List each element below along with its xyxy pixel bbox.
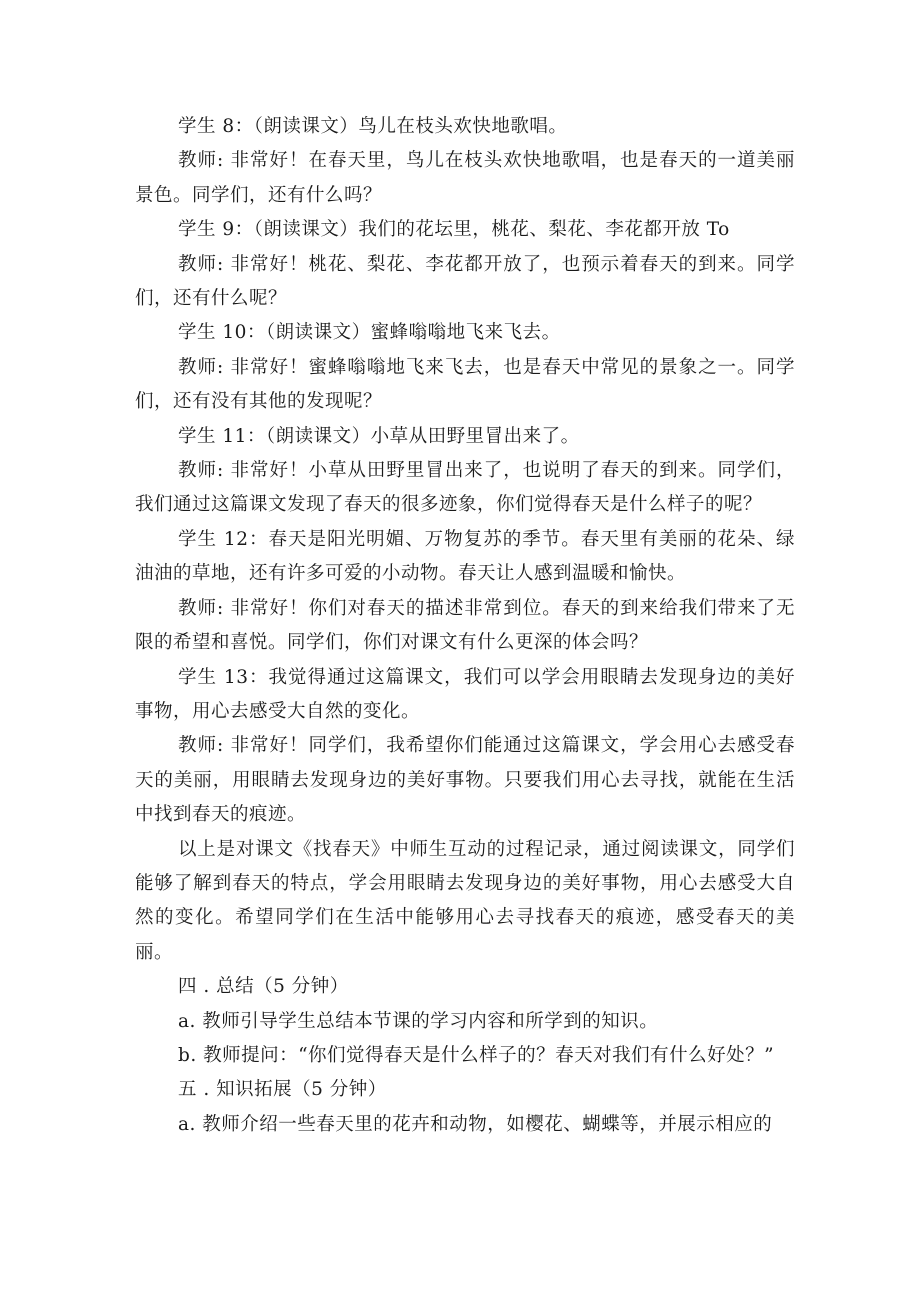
dialogue-student-12: 学生 12：春天是阳光明媚、万物复苏的季节。春天里有美丽的花朵、绿油油的草地，还有许多可爱的小动物。春天让人感到温暖和愉快。 bbox=[135, 528, 795, 585]
dialogue-teacher-reply-10: 教师: 非常好！蜜蜂嗡嗡地飞来飞去，也是春天中常见的景象之一。同学们，还有没有其他的发现呢？ bbox=[135, 356, 795, 413]
document-body bbox=[135, 110, 795, 1142]
dialogue-teacher-reply-12: 教师: 非常好！你们对春天的描述非常到位。春天的到来给我们带来了无限的希望和喜悦。同学们，你们对课文有什么更深的体会吗？ bbox=[135, 597, 795, 654]
dialogue-teacher-reply-11: 教师: 非常好！小草从田野里冒出来了，也说明了春天的到来。同学们，我们通过这篇课文发现了春天的很多迹象，你们觉得春天是什么样子的呢？ bbox=[135, 460, 795, 516]
list-item-summary-a: a. 教师引导学生总结本节课的学习内容和所学到的知识。 bbox=[178, 1010, 659, 1032]
dialogue-teacher-reply-9: 教师: 非常好！桃花、梨花、李花都开放了，也预示着春天的到来。同学们，还有什么呢？ bbox=[135, 253, 795, 310]
dialogue-student-11: 学生 11：（朗读课文）小草从田野里冒出来了。 bbox=[178, 425, 580, 447]
list-item-extension-a: a. 教师介绍一些春天里的花卉和动物，如樱花、蝴蝶等，并展示相应的 bbox=[178, 1113, 773, 1135]
section-heading-summary: 四 . 总结（5 分钟） bbox=[178, 976, 349, 998]
dialogue-student-13: 学生 13：我觉得通过这篇课文，我们可以学会用眼睛去发现身边的美好事物，用心去感受大自然的变化。 bbox=[135, 666, 795, 722]
dialogue-teacher-reply-8: 教师: 非常好！在春天里，鸟儿在枝头欢快地歌唱，也是春天的一道美丽景色。同学们，还有什么吗？ bbox=[135, 150, 795, 206]
dialogue-teacher-reply-13: 教师: 非常好！同学们，我希望你们能通过这篇课文，学会用心去感受春天的美丽，用眼睛去发现身边的美好事物。只要我们用心去寻找，就能在生活中找到春天的痕迹。 bbox=[135, 735, 795, 826]
dialogue-student-9: 学生 9：（朗读课文）我们的花坛里，桃花、梨花、李花都开放 To bbox=[178, 219, 730, 241]
list-item-summary-b: b. 教师提问：“你们觉得春天是什么样子的？春天对我们有什么好处？” bbox=[178, 1044, 775, 1066]
summary-paragraph: 以上是对课文《找春天》中师生互动的过程记录，通过阅读课文，同学们能够了解到春天的特点，学会用眼睛去发现身边的美好事物，用心去感受大自然的变化。希望同学们在生活中能够用心去寻找春天的痕迹，感受春天的美丽。 bbox=[135, 838, 795, 963]
dialogue-student-8: 学生 8：（朗读课文）鸟儿在枝头欢快地歌唱。 bbox=[178, 116, 568, 137]
dialogue-student-10: 学生 10：（朗读课文）蜜蜂嗡嗡地飞来飞去。 bbox=[178, 322, 561, 344]
section-heading-extension: 五 . 知识拓展（5 分钟） bbox=[178, 1079, 387, 1101]
